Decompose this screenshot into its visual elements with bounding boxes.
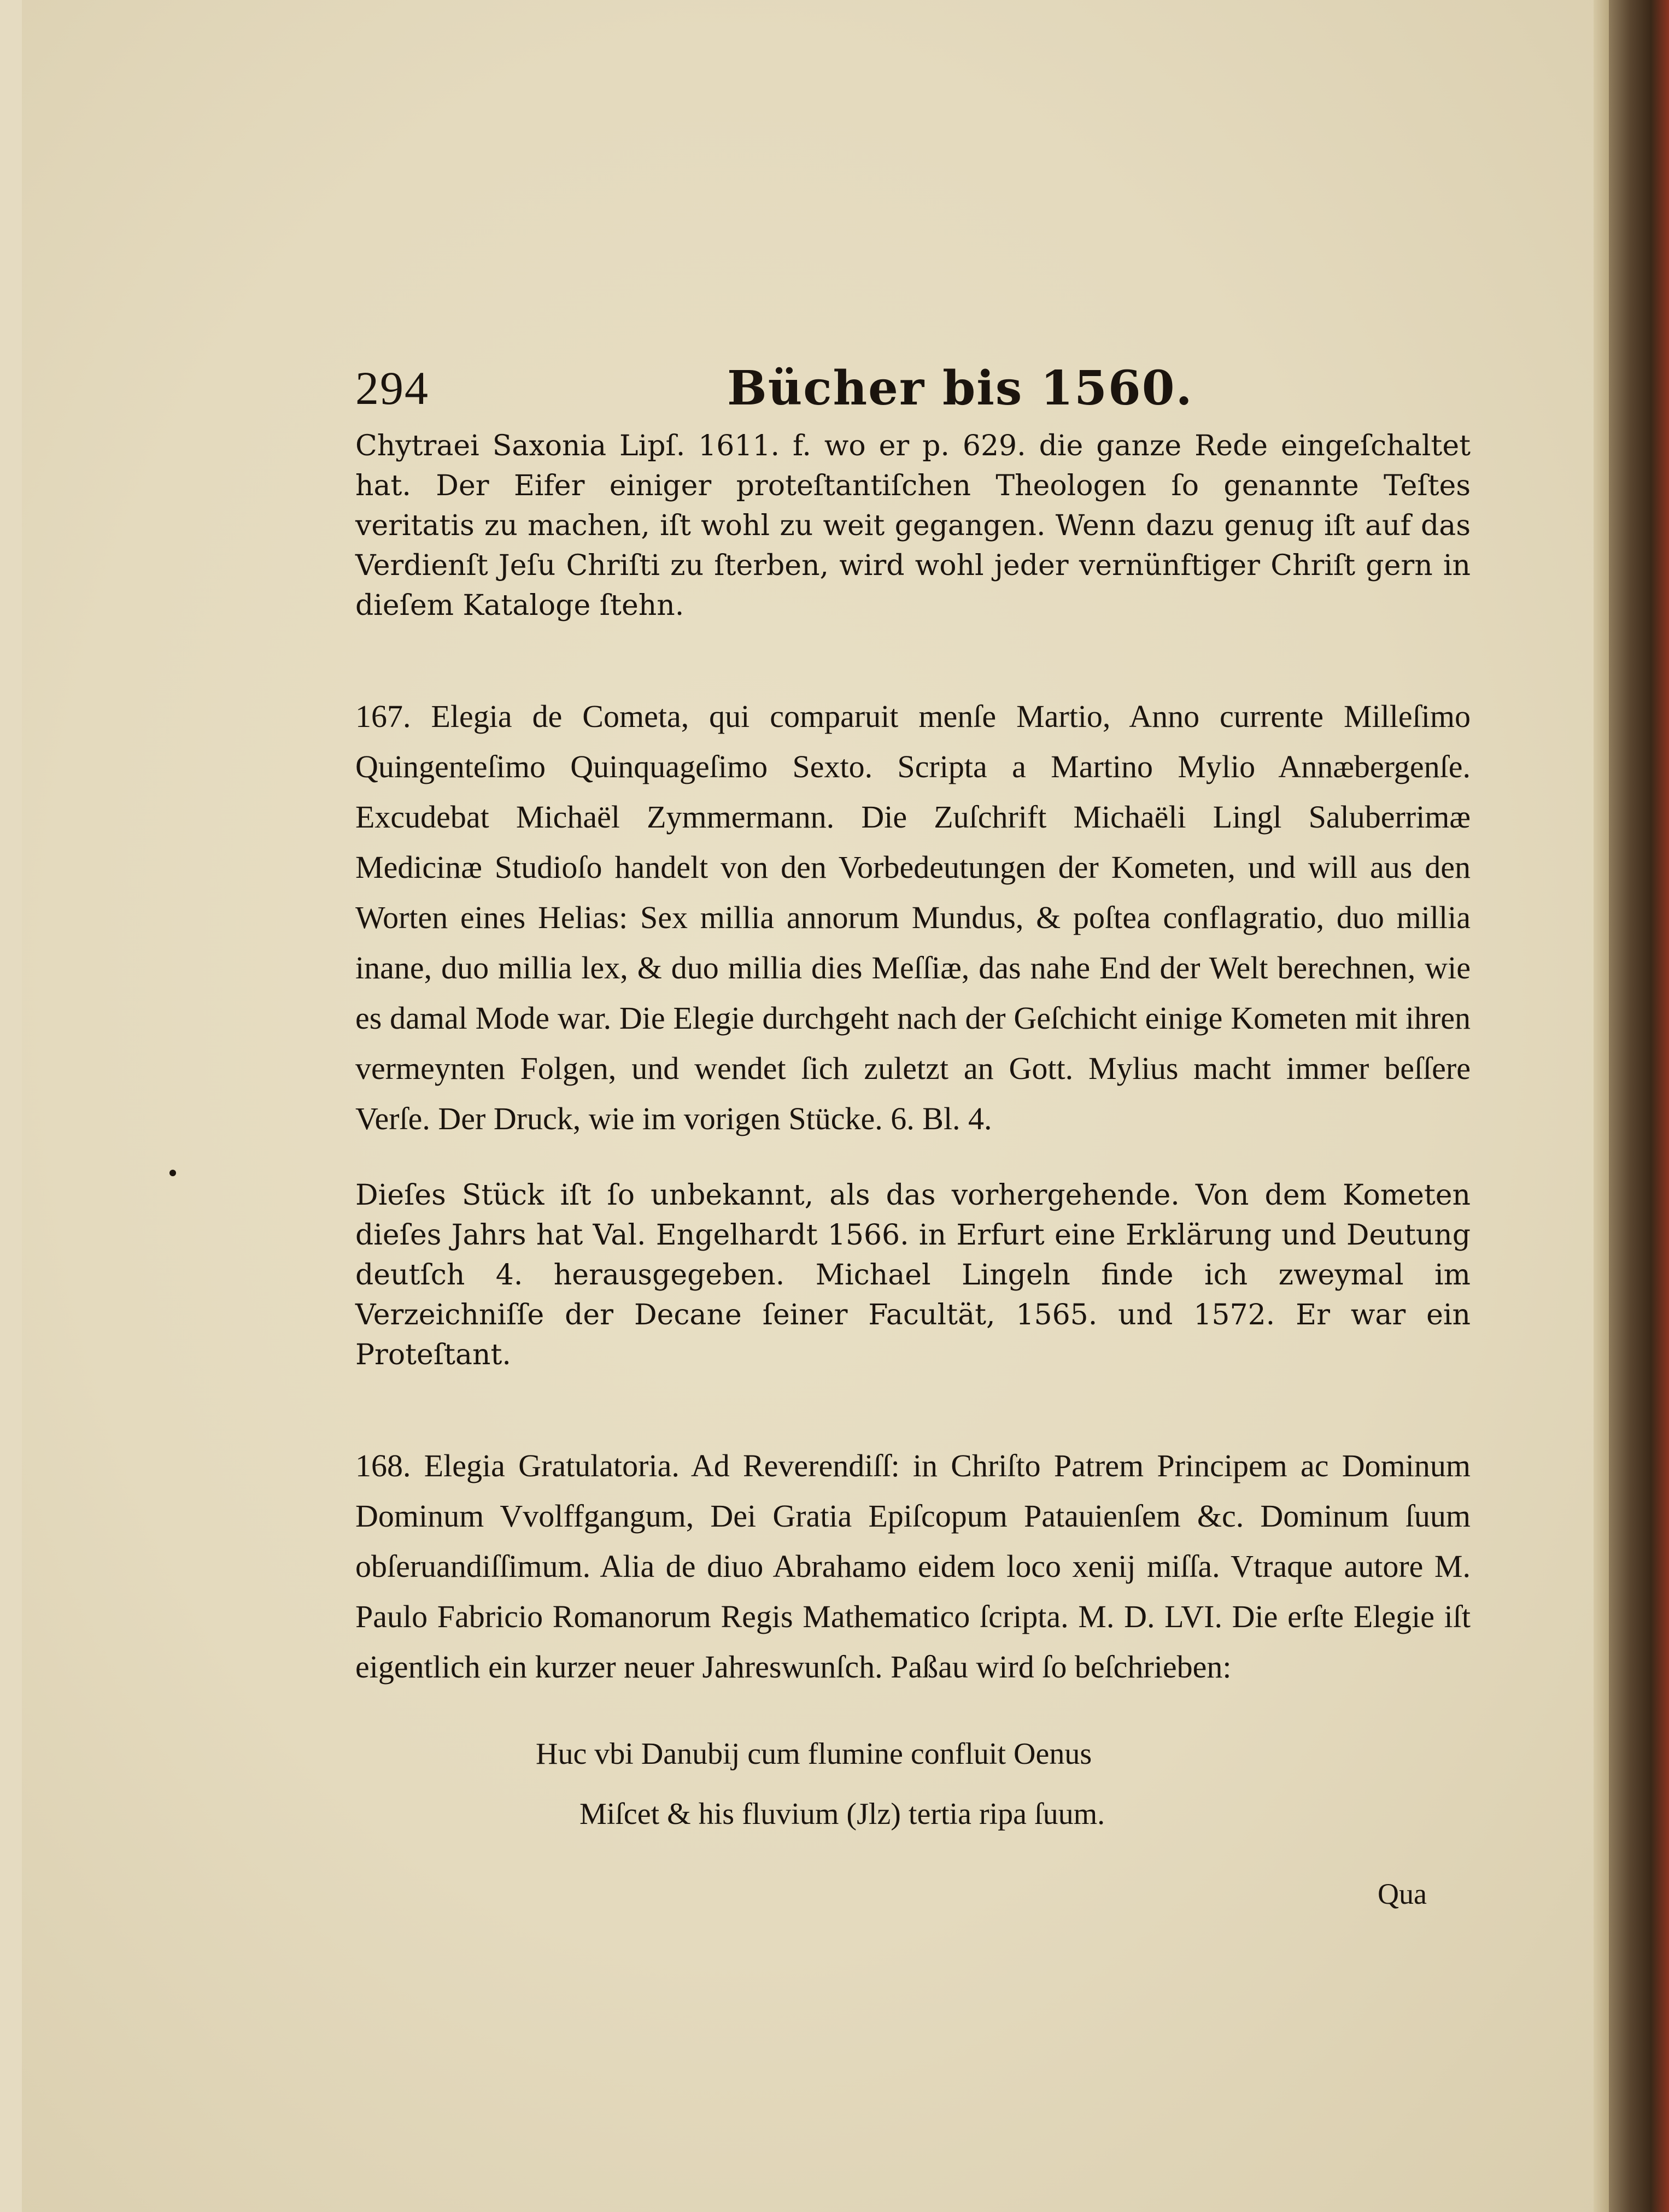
top-note: Chytraei Saxonia Lipſ. 1611. f. wo er p. 629. die ganze Rede eingeſchaltet hat. Der Eifer einiger proteſtantiſchen Theologen ſo genannte Teſtes veritatis zu machen, iſt wohl zu weit gegangen. Wenn dazu genug iſt auf das Verdienſt Jeſu Chriſti zu ſterben, wird wohl jeder vernünftiger Chriſt gern in dieſem Kataloge ſtehn.: [355, 430, 1471, 622]
page-number: 294: [355, 362, 429, 414]
entry-168: 168. Elegia Gratulatoria. Ad Reverendiſſ: in Chriſto Patrem Principem ac Dominum Dominum Vvolffgangum, Dei Gratia Epiſcopum Patauienſem &c. Dominum ſuum obſeruandiſſimum. Alia de diuo Abrahamo eidem loco xenij miſſa. Vtraque autore M. Paulo Fabricio Romanorum Regis Mathematico ſcripta. M. D. LVI. Die erſte Elegie iſt eigentlich ein kurzer neuer Jahreswunſch. Paßau wird ſo beſchrieben:: [355, 1448, 1471, 1685]
entry-167: 167. Elegia de Cometa, qui comparuit menſe Martio, Anno currente Milleſimo Quingenteſimo Quinquageſimo Sexto. Scripta a Martino Mylio Annæbergenſe. Excudebat Michaël Zymmermann. Die Zuſchrift Michaëli Lingl Saluberrimæ Medicinæ Studioſo handelt von den Vorbedeutungen der Kometen, und will aus den Worten eines Helias: Sex millia annorum Mundus, & poſtea conflagratio, duo millia inane, duo millia lex, & duo millia dies Meſſiæ, das nahe End der Welt berechnen, wie es damal Mode war. Die Elegie durchgeht nach der Geſchicht einige Kometen mit ihren vermeynten Folgen, und wendet ſich zuletzt an Gott. Mylius macht immer beſſere Verſe. Der Druck, wie im vorigen Stücke. 6. Bl. 4.: [355, 699, 1471, 1136]
book-gutter: [1609, 0, 1669, 2212]
verse-line-1: Huc vbi Danubij cum flumine confluit Oenus: [536, 1737, 1092, 1771]
page-header: [355, 350, 1471, 426]
text-block: [355, 350, 1471, 1911]
running-title: Bücher bis 1560.: [727, 361, 1193, 416]
note-167: Dieſes Stück iſt ſo unbekannt, als das vorhergehende. Von dem Kometen dieſes Jahrs hat Val. Engelhardt 1566. in Erfurt eine Erklärung und Deutung deutſch 4. herausgegeben. Michael Lingeln finde ich zweymal im Verzeichniſſe der Decane ſeiner Facultät, 1565. und 1572. Er war ein Proteſtant.: [355, 1179, 1471, 1371]
verse-quote: [355, 1724, 1471, 1844]
ink-dot: [169, 1170, 176, 1176]
page-edge: [1594, 0, 1609, 2212]
catchword: Qua: [1378, 1877, 1427, 1910]
verse-line-2: Miſcet & his fluvium (Jlz) tertia ripa ſuum.: [579, 1797, 1105, 1831]
